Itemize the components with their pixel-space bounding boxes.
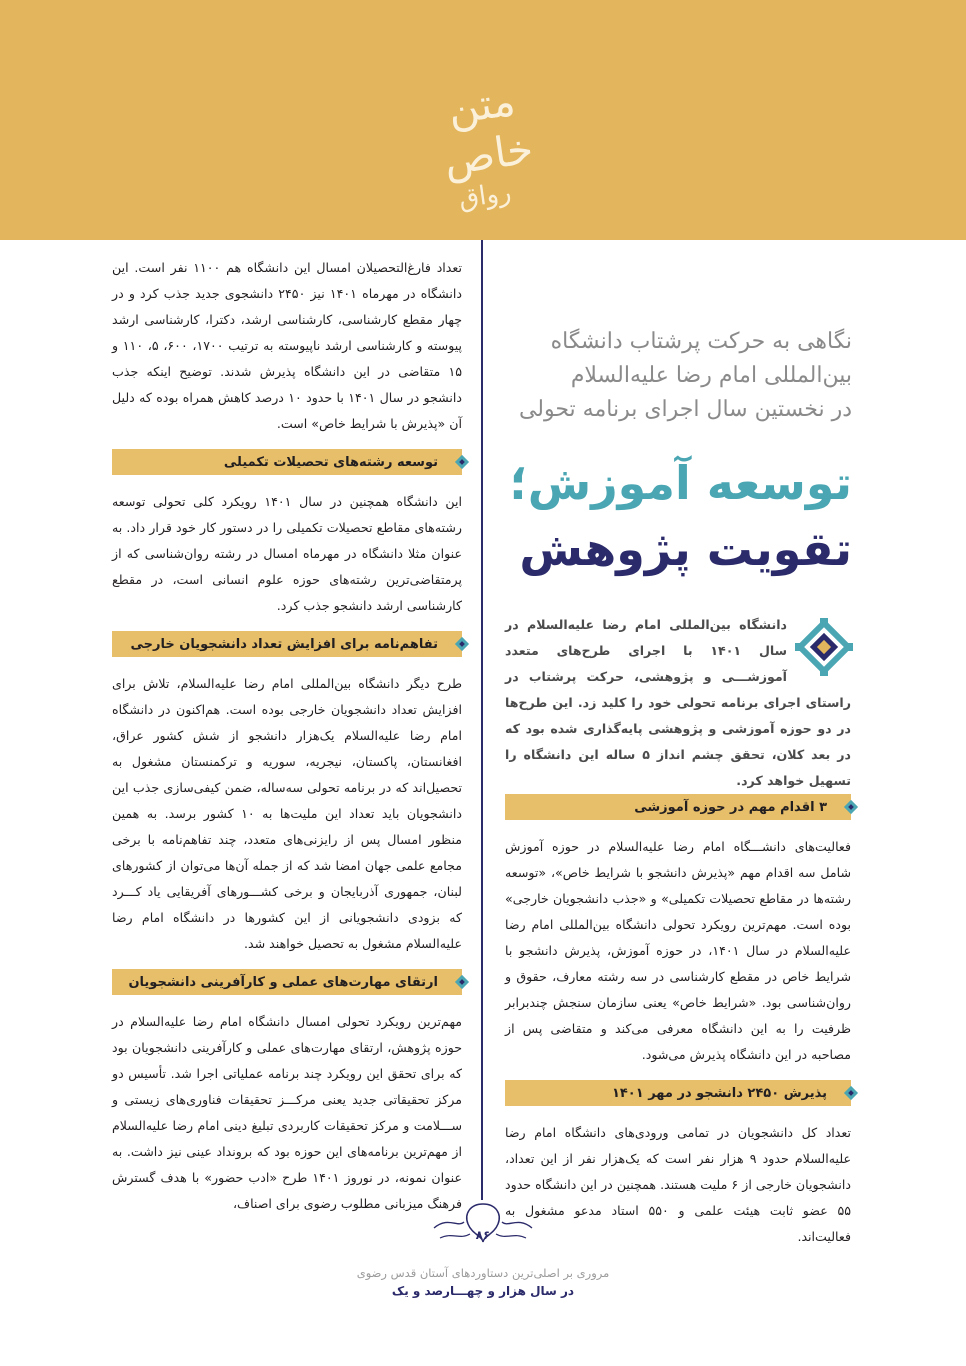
headline-line-1: توسعه آموزش؛ [509,456,852,510]
section-bullet-icon [454,636,470,652]
headline-line-2: تقویت پژوهش [519,522,852,576]
section-body: تعداد کل دانشجویان در تمامی ورودی‌های دانشگاه امام رضا علیه‌السلام حدود ۹ هزار نفر است که یک‌هزار نفر از این تعداد، دانشجویان خارجی از ۶ ملیت هستند. همچنین در این دانشگاه حدود ۵۵ عضو ثابت هیئت علمی و ۵۵۰ استاد مدعو مشغول به فعالیت‌اند. [505,1125,852,1244]
logo-line-2: رواق [456,177,514,215]
footer-caption: مروری بر اصلی‌ترین دستاوردهای آستان قدس رضوی [356,1266,610,1280]
section-bullet-icon [454,454,470,470]
page-number: ۸۶ [475,1228,491,1242]
section-bullet-icon [843,1085,859,1101]
left-column [112,255,462,1217]
kicker-text [518,325,852,427]
article-headline [509,450,852,582]
section-body: این دانشگاه همچنین در سال ۱۴۰۱ رویکرد کلی تحولی توسعه رشته‌های مقاطع تحصیلات تکمیلی را در دستور کار خود قرار داد. به عنوان مثلا دانشگاه در مهرماه امسال در رشته روان‌شناسی که از پرمتقاضی‌ترین رشته‌های حوزه علوم انسانی است، در مقطع کارشناسی ارشد دانشجو جذب کرد. [112,494,462,613]
calligraphy-logo [400,60,570,215]
kicker-line-1: نگاهی به حرکت پرشتاب دانشگاه [550,329,852,354]
lead-paragraph-block [505,612,851,794]
section-body: طرح دیگر دانشگاه بین‌المللی امام رضا علیه‌السلام، تلاش برای افزایش تعداد دانشجویان خارجی بوده است. هم‌اکنون در دانشگاه امام رضا علیه‌السلام یک‌هزار دانشجو از شش کشور عراق، افغانستان، پاکستان، نیجریه، سوریه و ترکمنستان مشغول به تحصیل‌اند که در برنامه تحولی سه‌ساله، ضمن کیفی‌سازی جذب این دانشجویان باید تعداد این ملیت‌ها به ۱۰ کشور برسد. به همین منظور امسال پس از رایزنی‌های متعدد، چند تفاهم‌نامه با برخی مجامع علمی جهان امضا شد که از جمله آن‌ها می‌توان از کشورهای لبنان، جمهوری آذربایجان و برخی کشـــورهای آفریقایی یاد کـــرد که بزودی دانشجویانی از این کشورها در دانشگاه امام رضا علیه‌السلام مشغول به تحصیل خواهند شد. [112,676,462,951]
kicker-line-3: در نخستین سال اجرای برنامه تحولی [518,397,852,422]
section-heading-bar [112,969,462,995]
diamond-ornament-icon [793,616,855,678]
section-heading: پذیرش ۲۴۵۰ دانشجو در مهر ۱۴۰۱ [611,1085,827,1101]
section-heading: ۳ اقدام مهم در حوزه آموزشی [634,799,827,815]
section-heading: تفاهم‌نامه برای افزایش تعداد دانشجویان خارجی [130,636,438,652]
section-body: فعالیت‌های دانشـــگاه امام رضا علیه‌السلام در حوزه آموزش شامل سه اقدام مهم «پذیرش دانشجو با شرایط خاص»، «توسعه رشته‌ها در مقاطع تحصیلات تکمیلی» و «جذب دانشجویان خارجی» بوده است. مهم‌ترین رویکرد تحولی دانشگاه بین‌المللی امام رضا علیه‌السلام در سال ۱۴۰۱، در حوزه آموزش، پذیرش دانشجو با شرایط خاص در مقطع کارشناسی در سه رشته معارف، حقوق و روان‌شناسی بود. «شرایط خاص» یعنی سازمان سنجش چندبرابر ظرفیت را به این دانشگاه معرفی می‌کند و متقاضی پس از مصاحبه در این دانشگاه پذیرش می‌شود. [505,839,851,1062]
column-divider [481,240,483,1200]
section-heading-bar [505,794,851,820]
lead-ornament-space [787,612,851,688]
section-body: مهم‌ترین رویکرد تحولی امسال دانشگاه امام رضا علیه‌السلام در حوزه پژوهش، ارتقای مهارت‌های عملی و کارآفرینی دانشجویان بود که برای تحقق این رویکرد چند برنامه عملیاتی اجرا شد. تأسیس دو مرکز تحقیقاتی جدید یعنی مرکـــز تحقیقات فناوری‌های زیستی و ســـلامت و مرکز تحقیقات کاربردی تبلیغ دینی امام رضا علیه‌السلام از مهم‌ترین برنامه‌های این حوزه بود که برونداد عینی نیز داشت. به عنوان نمونه، در نوروز ۱۴۰۱ طرح «ادب حضور» با هدف گسترش فرهنگ میزبانی مطلوب رضوی برای اصناف، [112,1014,462,1211]
section-bullet-icon [843,799,859,815]
section-heading: ارتقای مهارت‌های عملی و کارآفرینی دانشجویان [128,974,438,990]
left-intro-paragraph: تعداد فارغ‌التحصیلان امسال این دانشگاه هم ۱۱۰۰ نفر است. این دانشگاه در مهرماه ۱۴۰۱ نیز ۲۴۵۰ دانشجوی جدید جذب کرد و در چهار مقطع کارشناسی، کارشناسی ارشد، دکترا، کارشناسی ارشد پیوسته و کارشناسی ارشد ناپیوسته به ترتیب ۱۷۰۰، ۶۰۰، ۵، ۱۱۰ و ۱۵ متقاضی در این دانشگاه پذیرش شدند. توضیح اینکه جذب دانشجو در سال ۱۴۰۱ با حدود ۱۰ درصد کاهش همراه بوده که دلیل آن «پذیرش با شرایط خاص» است. [112,260,463,431]
section-heading: توسعه رشته‌های تحصیلات تکمیلی [223,454,438,470]
lead-paragraph: دانشگاه بین‌المللی امام رضا علیه‌السلام در سال ۱۴۰۱ با اجرای طرح‌های متعدد آموزشـــی و پژوهشی، حرکت پرشتاب در راستای اجرای برنامه تحولی خود را کلید زد. این طرح‌ها در دو حوزه آموزشی و پژوهشی پایه‌گذاری شده بود که در بعد کلان، تحقق چشم انداز ۵ ساله این دانشگاه را تسهیل خواهد کرد. [505,617,851,788]
section-heading-bar [112,449,462,475]
section-bullet-icon [454,974,470,990]
section-heading-bar [505,1080,851,1106]
footer-subcaption: در سال هزار و چهـــارصد و یک [391,1284,575,1298]
right-column [505,786,851,1250]
section-heading-bar [112,631,462,657]
kicker-line-2: بین‌المللی امام رضا علیه‌السلام [570,363,852,388]
header-banner [0,0,966,240]
logo-line-1: متن خاص [440,75,537,185]
